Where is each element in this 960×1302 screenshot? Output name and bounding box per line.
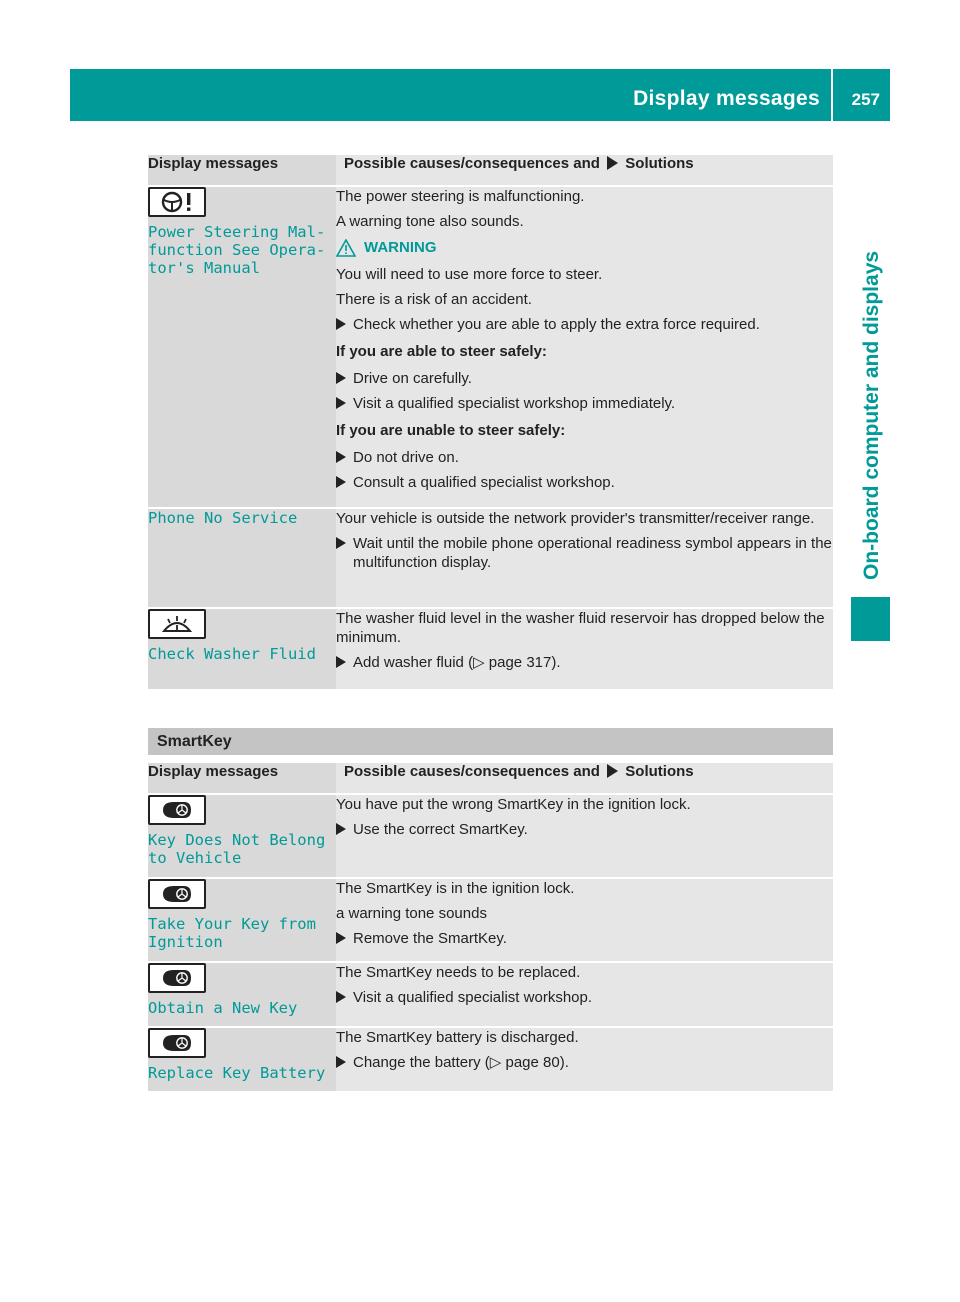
display-messages-table-2 bbox=[148, 763, 833, 1093]
chapter-side-tab: On-board computer and displays bbox=[860, 250, 883, 580]
table-header-row bbox=[148, 763, 833, 794]
column-header-solutions: Possible causes/consequences and Solutions bbox=[336, 155, 833, 186]
instruction-step: Remove the SmartKey. bbox=[336, 929, 833, 948]
message-cell bbox=[148, 186, 336, 508]
display-message-text: Take Your Key from Ignition bbox=[148, 915, 316, 951]
table-header-row bbox=[148, 155, 833, 186]
display-message-text: Phone No Service bbox=[148, 509, 298, 527]
solution-cell: The SmartKey battery is discharged. Change the battery (▷ page 80). bbox=[336, 1027, 833, 1092]
instruction-step: Drive on carefully. bbox=[336, 369, 833, 388]
column-header-solutions: Possible causes/consequences and Solutions bbox=[336, 763, 833, 794]
table-row bbox=[148, 508, 833, 608]
table-row bbox=[148, 608, 833, 690]
display-message-text: Obtain a New Key bbox=[148, 999, 298, 1017]
display-message-text: Replace Key Battery bbox=[148, 1064, 326, 1082]
column-header-messages: Display messages bbox=[148, 155, 336, 186]
instruction-step: Visit a qualified specialist workshop immediately. bbox=[336, 394, 833, 413]
page-reference-icon: ▷ bbox=[473, 654, 485, 671]
page-number: 257 bbox=[851, 90, 880, 109]
solution-cell: Your vehicle is outside the network provider's transmitter/receiver range. Wait until the mobile phone operational readiness symbol appears in the multifunction display. bbox=[336, 508, 833, 608]
instruction-step: Use the correct SmartKey. bbox=[336, 820, 833, 839]
display-message-text: Power Steering Mal‐ function See Opera‐ tor's Manual bbox=[148, 223, 326, 277]
table-row bbox=[148, 1027, 833, 1092]
message-cell bbox=[148, 962, 336, 1027]
page-title: Display messages bbox=[633, 87, 820, 110]
instruction-step: Do not drive on. bbox=[336, 448, 833, 467]
solution-cell: The SmartKey needs to be replaced. Visit a qualified specialist workshop. bbox=[336, 962, 833, 1027]
smartkey-icon bbox=[148, 963, 206, 993]
steering-warning-icon bbox=[148, 187, 206, 217]
table-row bbox=[148, 186, 833, 508]
page-header bbox=[70, 69, 890, 121]
table-row bbox=[148, 962, 833, 1027]
subheading: If you are unable to steer safely: bbox=[336, 422, 566, 439]
page-reference-icon: ▷ bbox=[489, 1054, 502, 1071]
solution-cell: The washer fluid level in the washer fluid reservoir has dropped below the minimum. Add washer fluid (▷ page 317). bbox=[336, 608, 833, 690]
warning-label: WARNING bbox=[336, 237, 833, 259]
smartkey-icon bbox=[148, 879, 206, 909]
display-messages-table-1 bbox=[148, 155, 833, 691]
instruction-step: Consult a qualified specialist workshop. bbox=[336, 473, 833, 492]
subheading: If you are able to steer safely: bbox=[336, 343, 547, 360]
warning-triangle-icon bbox=[336, 239, 356, 257]
display-message-text: Check Washer Fluid bbox=[148, 645, 316, 663]
display-message-text: Key Does Not Belong to Vehicle bbox=[148, 831, 326, 867]
instruction-step: Check whether you are able to apply the extra force required. bbox=[336, 315, 833, 334]
instruction-step: Add washer fluid (▷ page 317). bbox=[336, 653, 833, 672]
message-cell bbox=[148, 508, 336, 608]
chapter-marker bbox=[851, 597, 890, 641]
smartkey-icon bbox=[148, 1028, 206, 1058]
solution-cell: The power steering is malfunctioning. A warning tone also sounds. WARNING You will need to use more force to steer. There is a risk of an accident. Check whether you are able to apply the extra force required. If you are able to steer safely: Drive on carefully. Visit a qualified specialist workshop immediately. If you are unable to steer safely: Do not drive on. Consult a qualified specialist workshop. bbox=[336, 186, 833, 508]
solution-cell: The SmartKey is in the ignition lock. a warning tone sounds Remove the SmartKey. bbox=[336, 878, 833, 962]
instruction-step: Visit a qualified specialist workshop. bbox=[336, 988, 833, 1007]
smartkey-icon bbox=[148, 795, 206, 825]
column-header-messages: Display messages bbox=[148, 763, 336, 794]
header-divider bbox=[831, 69, 833, 121]
instruction-step: Change the battery (▷ page 80). bbox=[336, 1053, 833, 1072]
triangle-arrow-icon bbox=[607, 764, 618, 778]
message-cell bbox=[148, 1027, 336, 1092]
solution-cell: You have put the wrong SmartKey in the ignition lock. Use the correct SmartKey. bbox=[336, 794, 833, 878]
table-row bbox=[148, 878, 833, 962]
message-cell bbox=[148, 608, 336, 690]
message-cell bbox=[148, 794, 336, 878]
table-row bbox=[148, 794, 833, 878]
washer-fluid-icon bbox=[148, 609, 206, 639]
message-cell bbox=[148, 878, 336, 962]
instruction-step: Wait until the mobile phone operational readiness symbol appears in the multifunction display. bbox=[336, 534, 833, 572]
triangle-arrow-icon bbox=[607, 156, 618, 170]
section-title-smartkey: SmartKey bbox=[148, 728, 833, 755]
